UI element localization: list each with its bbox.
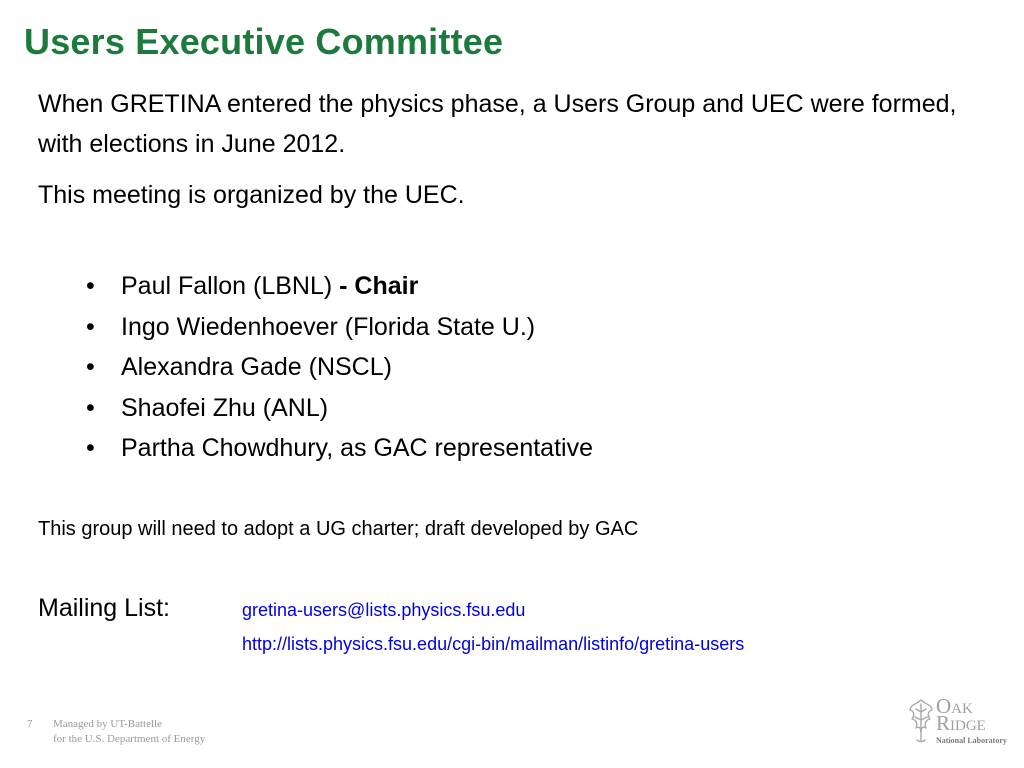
leaf-icon [906, 696, 936, 748]
list-item [86, 388, 593, 429]
member-name: Alexandra Gade (NSCL) [121, 353, 392, 381]
committee-member-list [86, 266, 593, 469]
member-role: - Chair [339, 272, 419, 300]
logo-word-ridge: Ridge [936, 711, 986, 735]
bullet-icon: • [86, 272, 95, 300]
bullet-icon: • [86, 434, 95, 462]
bullet-icon: • [86, 393, 95, 422]
organized-by-paragraph: This meeting is organized by the UEC. [38, 181, 465, 209]
member-name: Ingo Wiedenhoever (Florida State U.) [121, 312, 536, 341]
mailing-list-label: Mailing List: [38, 594, 170, 622]
member-name: Shaofei Zhu (ANL) [121, 393, 329, 422]
mailing-list-url-link[interactable]: http://lists.physics.fsu.edu/cgi-bin/mailman/listinfo/gretina-users [242, 634, 745, 654]
logo-subtitle: National Laboratory [936, 736, 1007, 745]
mailing-list-email-link[interactable]: gretina-users@lists.physics.fsu.edu [242, 600, 526, 620]
page-number: 7 [27, 718, 33, 730]
logo-word-oak: Oak [936, 694, 973, 718]
ornl-logo [906, 694, 1007, 748]
member-name: Partha Chowdhury, as GAC representative [121, 434, 593, 462]
charter-note: This group will need to adopt a UG charter; draft developed by GAC [38, 518, 639, 540]
list-item [86, 347, 593, 388]
slide-title: Users Executive Committee [24, 21, 504, 62]
bullet-icon: • [86, 353, 95, 381]
managed-line-2: for the U.S. Department of Energy [53, 733, 206, 745]
slide-footer [0, 694, 1024, 768]
list-item [86, 428, 593, 469]
bullet-icon: • [86, 312, 95, 341]
list-item [86, 307, 593, 348]
member-name: Paul Fallon (LBNL) [121, 272, 340, 300]
managed-by-text [53, 717, 205, 747]
intro-paragraph: When GRETINA entered the physics phase, a Users Group and UEC were formed, with elections in June 2012. [38, 90, 957, 158]
list-item [86, 266, 593, 307]
managed-line-1: Managed by UT-Battelle [53, 718, 162, 730]
